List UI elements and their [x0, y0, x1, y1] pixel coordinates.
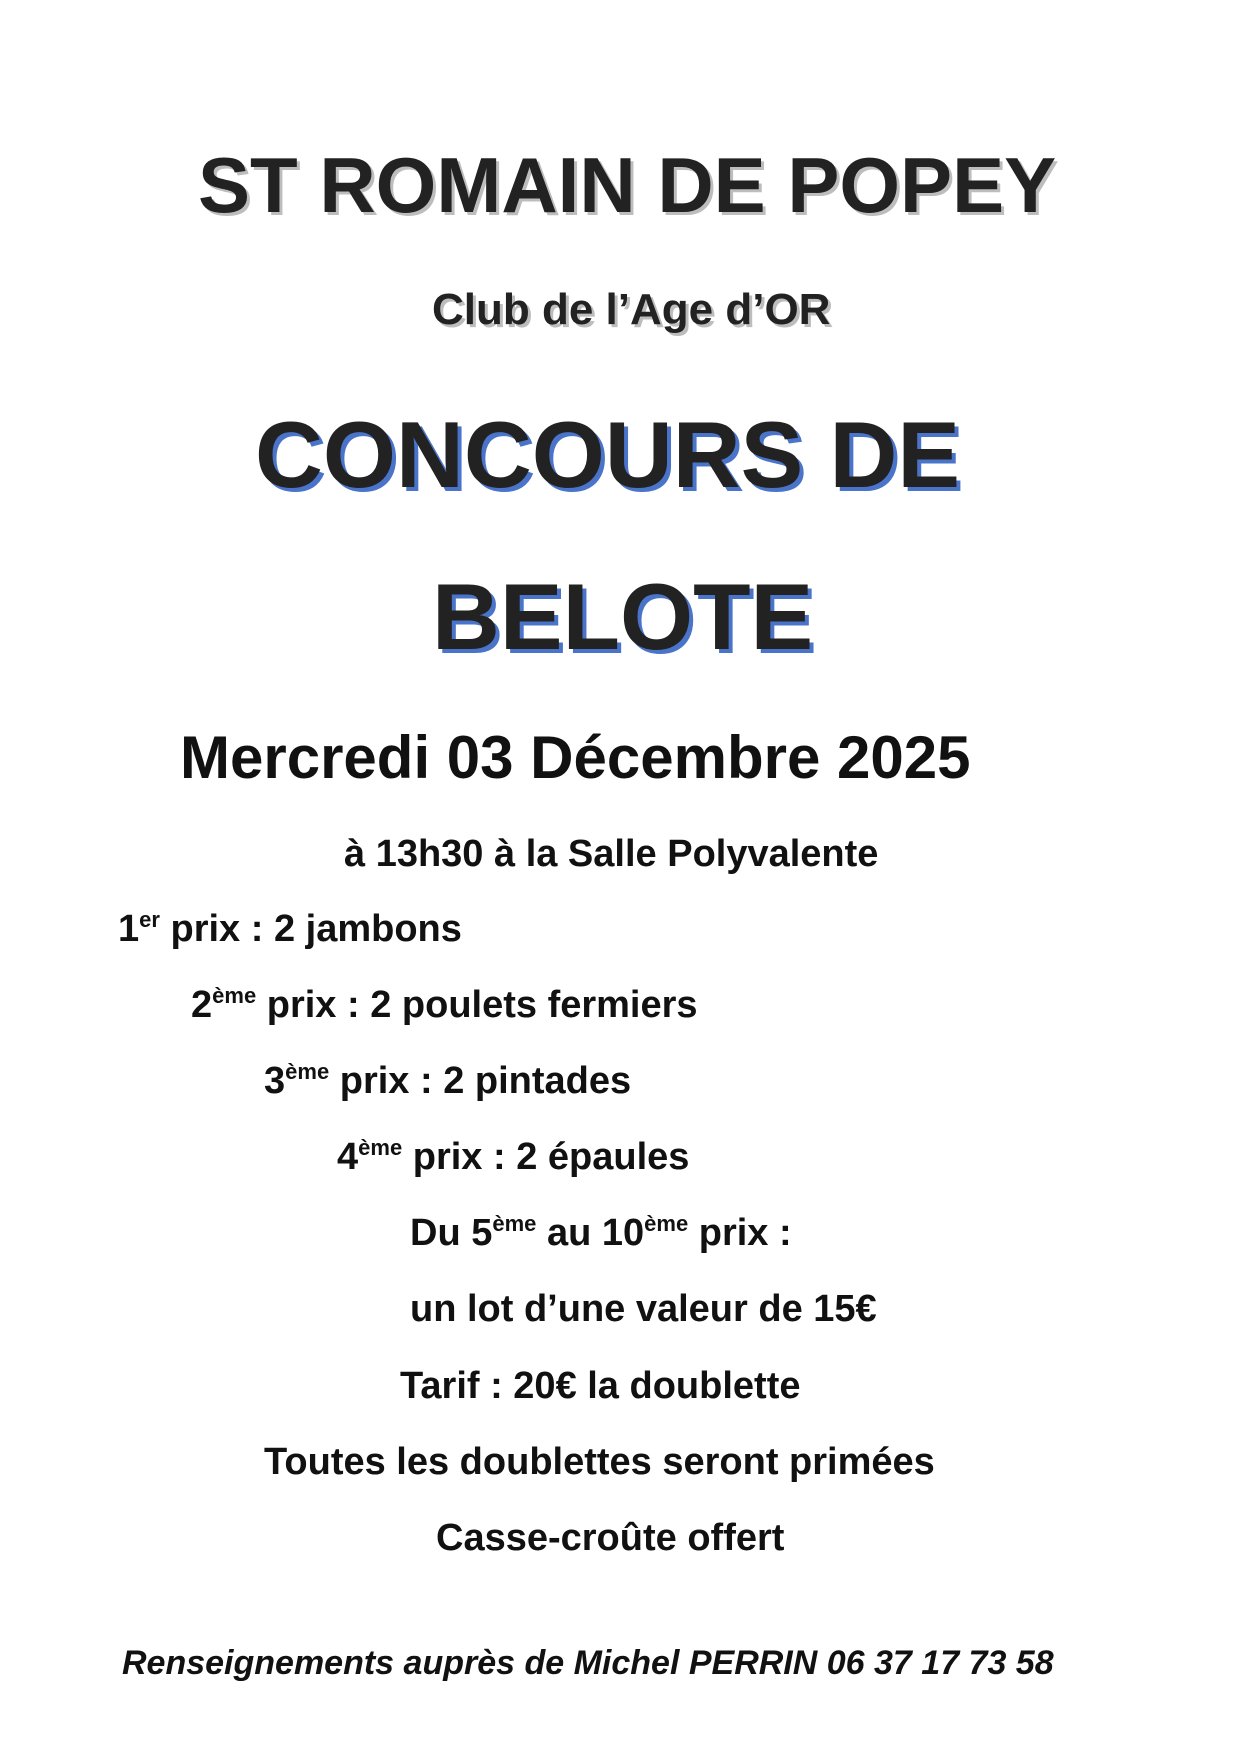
prize-range-prefix: Du 5 [410, 1212, 493, 1254]
prize-4-suffix: ème [358, 1135, 403, 1160]
prize-4 [337, 1135, 690, 1178]
prize-range-sup-2: ème [644, 1211, 689, 1236]
prize-3-number: 3 [264, 1060, 286, 1102]
event-title-line-1: CONCOURS DE [255, 402, 961, 507]
prize-3-text: prix : 2 pintades [329, 1060, 632, 1102]
event-date: Mercredi 03 Décembre 2025 [180, 724, 971, 791]
prize-4-text: prix : 2 épaules [402, 1136, 690, 1178]
prize-3-suffix: ème [285, 1059, 330, 1084]
snack-note: Casse-croûte offert [436, 1517, 785, 1559]
event-title-line-2: BELOTE [432, 564, 814, 669]
club-subheading: Club de l’Age d’OR [432, 285, 831, 334]
prize-2-text: prix : 2 poulets fermiers [256, 984, 698, 1026]
prize-2-suffix: ème [212, 983, 257, 1008]
prize-range-middle: au 10 [536, 1212, 645, 1254]
prize-1 [118, 907, 462, 950]
prize-range-suffix: prix : [688, 1212, 792, 1254]
prize-1-number: 1 [118, 908, 140, 950]
tarif: Tarif : 20€ la doublette [400, 1365, 801, 1407]
prize-4-number: 4 [337, 1136, 359, 1178]
prize-1-suffix: er [139, 907, 160, 932]
prize-2 [191, 983, 698, 1026]
prize-1-text: prix : 2 jambons [159, 908, 462, 950]
prize-3 [264, 1059, 632, 1102]
town-heading: ST ROMAIN DE POPEY [198, 141, 1057, 229]
contact-info: Renseignements auprès de Michel PERRIN 06 37 17 73 58 [122, 1644, 1054, 1682]
prize-range-detail: un lot d’une valeur de 15€ [410, 1288, 877, 1330]
event-time-place: à 13h30 à la Salle Polyvalente [344, 833, 879, 875]
prize-range [410, 1211, 792, 1254]
prize-2-number: 2 [191, 984, 213, 1026]
prize-range-sup-1: ème [492, 1211, 537, 1236]
all-rewarded-note: Toutes les doublettes seront primées [264, 1441, 935, 1483]
